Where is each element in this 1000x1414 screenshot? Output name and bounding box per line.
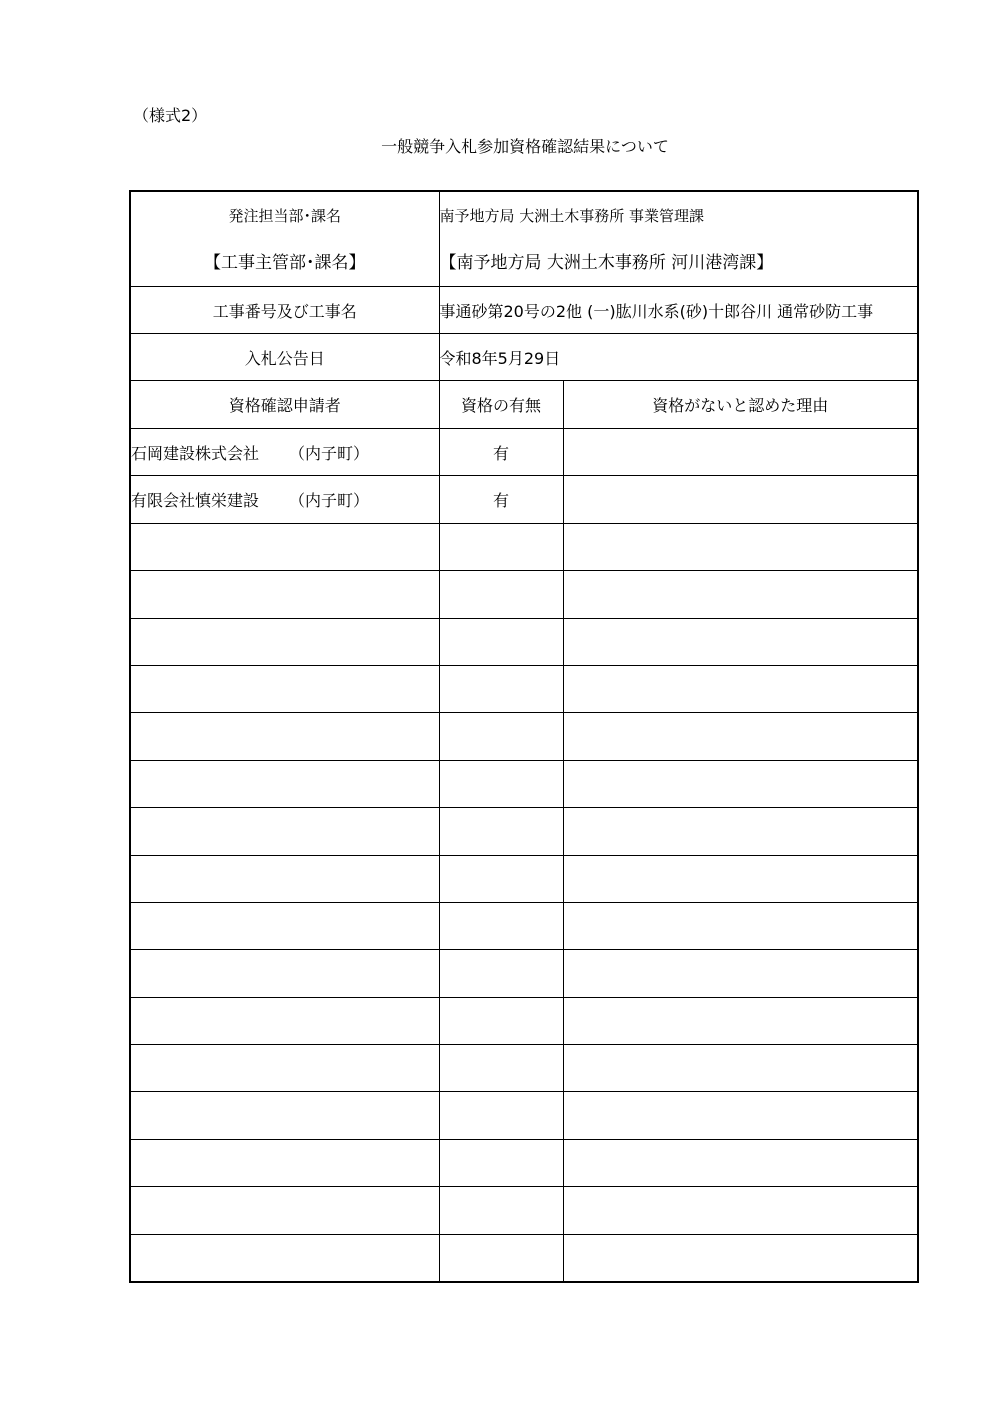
applicant-cell — [130, 618, 439, 665]
qualified-cell — [439, 1234, 563, 1281]
reason-cell — [563, 571, 918, 618]
applicant-row — [130, 665, 918, 712]
qualified-cell — [439, 571, 563, 618]
reason-cell — [563, 1234, 918, 1281]
reason-cell — [563, 429, 918, 476]
qualified-cell: 有 — [439, 476, 563, 523]
applicant-cell — [130, 760, 439, 807]
applicant-cell — [130, 665, 439, 712]
applicant-row — [130, 760, 918, 807]
applicant-header: 資格確認申請者 — [130, 381, 439, 429]
construction-row — [130, 287, 918, 334]
applicant-cell — [130, 1045, 439, 1092]
qualified-cell: 有 — [439, 429, 563, 476]
applicant-row — [130, 808, 918, 855]
qualified-cell — [439, 902, 563, 949]
form-number-label: （様式2） — [133, 106, 208, 125]
reason-cell — [563, 476, 918, 523]
supervising-department-label: 【工事主管部･課名】 — [204, 253, 366, 273]
supervising-department-value: 【南予地方局 大洲土木事務所 河川港湾課】 — [439, 253, 774, 273]
qualified-cell — [439, 713, 563, 760]
qualified-cell — [439, 997, 563, 1044]
applicant-row — [130, 1234, 918, 1281]
construction-label: 工事番号及び工事名 — [130, 287, 439, 334]
reason-cell — [563, 1139, 918, 1186]
qualified-cell — [439, 760, 563, 807]
applicant-cell — [130, 476, 439, 523]
reason-cell — [563, 1187, 918, 1234]
qualified-cell — [439, 665, 563, 712]
applicant-row — [130, 1139, 918, 1186]
applicant-cell — [130, 950, 439, 997]
applicant-row — [130, 571, 918, 618]
reason-cell — [563, 665, 918, 712]
construction-value: 事通砂第20号の2他 (一)肱川水系(砂)十郎谷川 通常砂防工事 — [439, 287, 918, 334]
document-title: 一般競争入札参加資格確認結果について — [381, 137, 669, 156]
qualified-cell — [439, 1045, 563, 1092]
announcement-value: 令和8年5月29日 — [439, 334, 918, 381]
reason-cell — [563, 760, 918, 807]
ordering-department-label: 発注担当部･課名 — [228, 207, 341, 225]
reason-cell — [563, 523, 918, 570]
qualified-cell — [439, 618, 563, 665]
announcement-row — [130, 334, 918, 381]
ordering-department-row — [130, 191, 918, 287]
reason-header: 資格がないと認めた理由 — [563, 381, 918, 429]
applicant-location: （内子町） — [289, 491, 370, 511]
applicant-cell — [130, 997, 439, 1044]
applicant-row — [130, 523, 918, 570]
reason-cell — [563, 1045, 918, 1092]
applicant-name: 有限会社慎栄建設 — [131, 491, 260, 511]
applicant-cell — [130, 1234, 439, 1281]
applicant-location: （内子町） — [289, 443, 370, 463]
applicant-row — [130, 997, 918, 1044]
applicant-row — [130, 950, 918, 997]
reason-cell — [563, 713, 918, 760]
qualified-cell — [439, 950, 563, 997]
reason-cell — [563, 808, 918, 855]
qualified-cell — [439, 1139, 563, 1186]
ordering-department-value: 南予地方局 大洲土木事務所 事業管理課 — [439, 207, 705, 225]
announcement-label: 入札公告日 — [130, 334, 439, 381]
applicant-row — [130, 1045, 918, 1092]
qualified-cell — [439, 855, 563, 902]
applicant-row — [130, 1092, 918, 1139]
applicant-row — [130, 476, 918, 523]
reason-cell — [563, 1092, 918, 1139]
applicant-cell — [130, 1139, 439, 1186]
applicant-cell — [130, 713, 439, 760]
reason-cell — [563, 997, 918, 1044]
ordering-department-label-cell — [130, 191, 439, 287]
reason-cell — [563, 902, 918, 949]
reason-cell — [563, 855, 918, 902]
applicant-cell — [130, 429, 439, 476]
qualification-result-table — [129, 190, 919, 1283]
qualified-cell — [439, 523, 563, 570]
ordering-department-value-cell — [439, 191, 918, 287]
applicant-row — [130, 855, 918, 902]
qualified-cell — [439, 808, 563, 855]
qualified-cell — [439, 1187, 563, 1234]
applicant-row — [130, 902, 918, 949]
applicant-cell — [130, 902, 439, 949]
column-header-row — [130, 381, 918, 429]
applicant-row — [130, 618, 918, 665]
applicant-row — [130, 429, 918, 476]
applicant-row — [130, 1187, 918, 1234]
applicant-cell — [130, 1092, 439, 1139]
qualified-header: 資格の有無 — [439, 381, 563, 429]
applicant-cell — [130, 523, 439, 570]
applicant-name: 石岡建設株式会社 — [131, 443, 260, 463]
applicant-cell — [130, 1187, 439, 1234]
qualified-cell — [439, 1092, 563, 1139]
reason-cell — [563, 618, 918, 665]
applicant-cell — [130, 571, 439, 618]
applicant-row — [130, 713, 918, 760]
reason-cell — [563, 950, 918, 997]
applicant-cell — [130, 855, 439, 902]
applicant-cell — [130, 808, 439, 855]
